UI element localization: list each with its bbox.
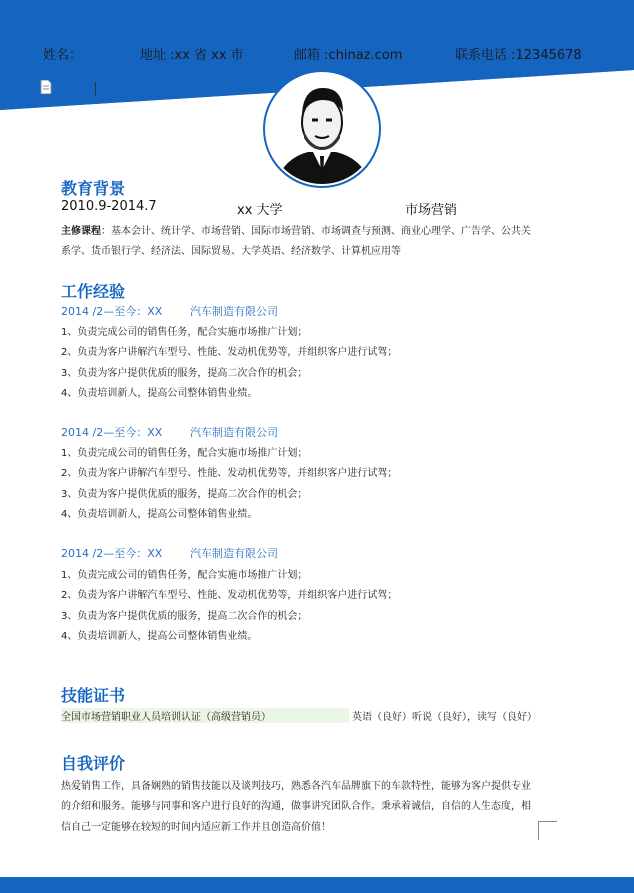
self-eval-line-1: 热爱销售工作，具备娴熟的销售技能以及谈判技巧，熟悉各汽车品牌旗下的车款特性，能够为客户提供专业 [61,781,531,792]
education-major: 市场营销 [405,203,458,218]
job-2-company: 汽车制造有限公司 [190,426,278,439]
education-school: xx 大学 [237,203,283,218]
courses-label: 主修课程 [61,226,101,237]
job-3-company: 汽车制造有限公司 [190,547,278,560]
phone-text: 联系电话 :12345678 [455,48,582,63]
job-1-company: 汽车制造有限公司 [190,305,278,318]
skills-title: 技能证书 [61,686,126,705]
job-2-duty-2: 2、负责为客户讲解汽车型号、性能、发动机优势等，并组织客户进行试驾； [61,468,398,479]
job-2-duty-4: 4、负责培训新人，提高公司整体销售业绩。 [61,509,258,520]
footer-bar [0,877,634,893]
self-eval-title: 自我评价 [61,754,126,773]
email-text: 邮箱 :chinaz.com [294,48,403,63]
job-1-duty-4: 4、负责培训新人，提高公司整体销售业绩。 [61,388,258,399]
education-period: 2010.9-2014.7 [61,199,157,214]
job-3-duty-4: 4、负责培训新人，提高公司整体销售业绩。 [61,631,258,642]
job-3-duty-1: 1、负责完成公司的销售任务，配合实施市场推广计划； [61,570,308,581]
text-cursor [95,82,96,96]
name-label: 姓名： [43,48,83,63]
courses-text-1: ：基本会计、统计学、市场营销、国际市场营销、市场调查与预测、商业心理学、广告学、公共关 [101,226,531,237]
job-1-period: 2014 /2—至今：XX [61,305,163,318]
page-corner-mark [538,821,557,840]
job-2-period: 2014 /2—至今：XX [61,426,163,439]
job-1-duty-2: 2、负责为客户讲解汽车型号、性能、发动机优势等，并组织客户进行试驾； [61,347,398,358]
courses-line-1 [61,222,531,237]
avatar [263,70,381,188]
work-title: 工作经验 [61,282,126,301]
job-3-duty-3: 3、负责为客户提供优质的服务，提高二次合作的机会； [61,611,308,622]
address-text: 地址 :xx 省 xx 市 [140,48,244,63]
self-eval-line-3: 信自己一定能够在较短的时间内适应新工作并且创造高价值！ [61,822,331,833]
certificate-text: 全国市场营销职业人员培训认证（高级营销员） [61,708,349,723]
job-3-duty-2: 2、负责为客户讲解汽车型号、性能、发动机优势等，并组织客户进行试驾； [61,590,398,601]
education-title: 教育背景 [61,179,126,198]
self-eval-line-2: 的介绍和服务。能够与同事和客户进行良好的沟通，做事讲究团队合作。秉承着诚信，自信的人生态度，相 [61,801,531,812]
job-2-duty-1: 1、负责完成公司的销售任务，配合实施市场推广计划； [61,448,308,459]
document-icon[interactable] [40,80,52,94]
english-skill-text: 英语（良好）听说（良好），读写（良好） [352,712,537,723]
courses-line-2: 系学、货币银行学、经济法、国际贸易、大学英语、经济数学、计算机应用等 [61,246,401,257]
job-3-period: 2014 /2—至今：XX [61,547,163,560]
job-2-duty-3: 3、负责为客户提供优质的服务，提高二次合作的机会； [61,489,308,500]
job-1-duty-1: 1、负责完成公司的销售任务，配合实施市场推广计划； [61,327,308,338]
job-1-duty-3: 3、负责为客户提供优质的服务，提高二次合作的机会； [61,368,308,379]
